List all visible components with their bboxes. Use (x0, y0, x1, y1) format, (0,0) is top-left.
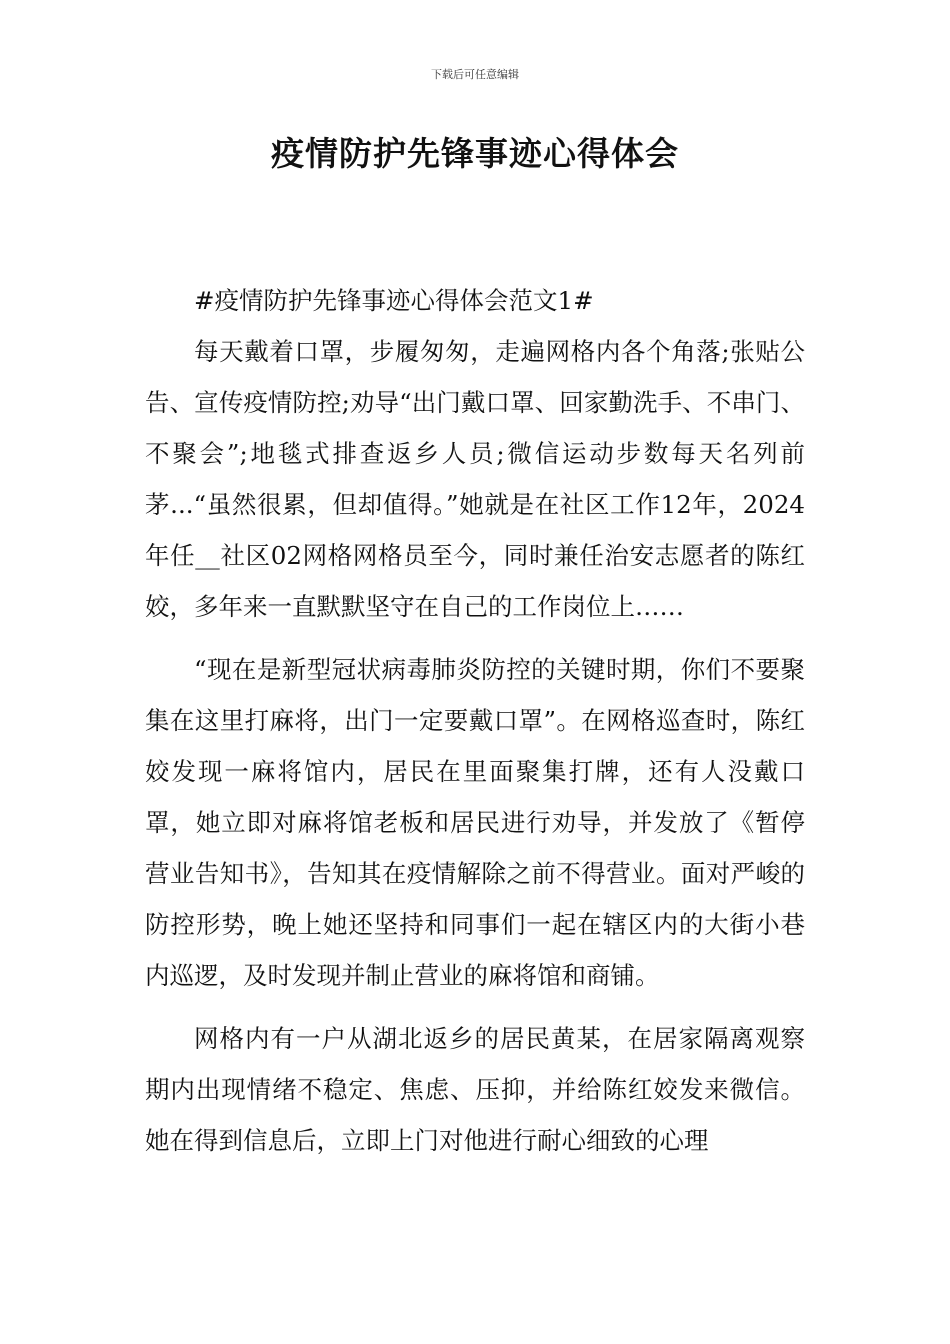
paragraph-3: 网格内有一户从湖北返乡的居民黄某，在居家隔离观察期内出现情绪不稳定、焦虑、压抑，并给陈红姣发来微信。她在得到信息后，立即上门对他进行耐心细致的心理 (145, 1024, 805, 1155)
header-note: 下载后可任意编辑 (431, 68, 519, 81)
paragraph-2: “现在是新型冠状病毒肺炎防控的关键时期，你们不要聚集在这里打麻将，出门一定要戴口罩”。在网格巡查时，陈红姣发现一麻将馆内，居民在里面聚集打牌，还有人没戴口罩，她立即对麻将馆老板和居民进行劝导，并发放了《暂停营业告知书》，告知其在疫情解除之前不得营业。面对严峻的防控形势，晚上她还坚持和同事们一起在辖区内的大街小巷内巡逻，及时发现并制止营业的麻将馆和商铺。 (145, 655, 805, 990)
section-heading: #疫情防护先锋事迹心得体会范文1# (194, 286, 594, 315)
document-body (145, 275, 805, 1178)
paragraph-1: 每天戴着口罩，步履匆匆，走遍网格内各个角落;张贴公告、宣传疫情防控;劝导“出门戴口罩、回家勤洗手、不串门、不聚会”;地毯式排查返乡人员;微信运动步数每天名列前茅...“虽然很累，但却值得。”她就是在社区工作12年，2024年任__社区02网格网格员至今，同时兼任治安志愿者的陈红姣，多年来一直默默坚守在自己的工作岗位上…… (145, 337, 805, 621)
document-title: 疫情防护先锋事迹心得体会 (271, 134, 679, 173)
